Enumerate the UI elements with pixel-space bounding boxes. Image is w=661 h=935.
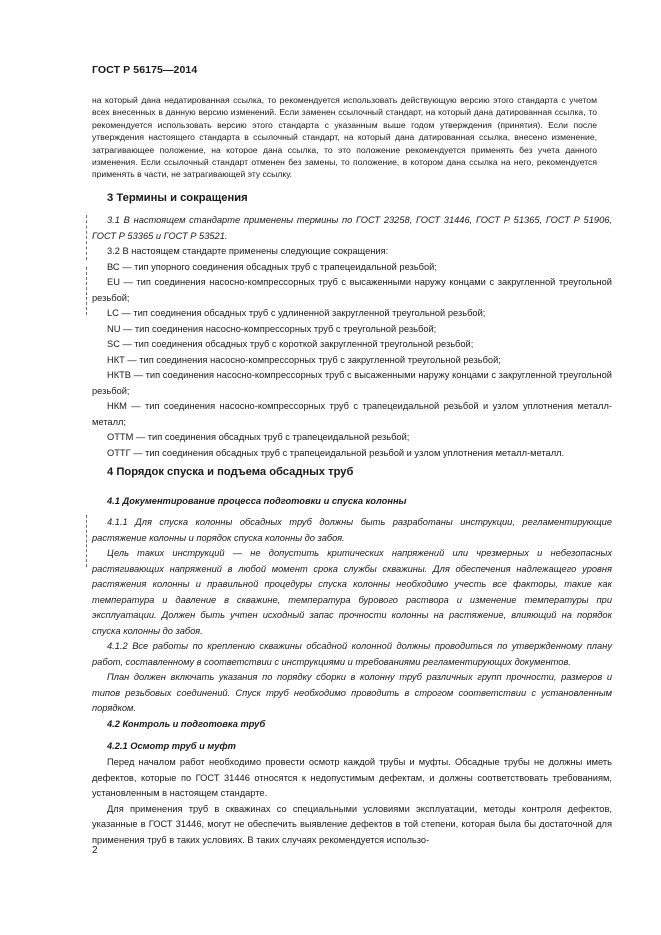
abbreviation-item: SC — тип соединения обсадных труб с короткой закругленной треугольной резьбой; bbox=[107, 339, 474, 349]
paragraph-4-1-2: 4.1.2 Все работы по креплению скважины обсадной колонной должны проводиться по утвержденному плану работ, составленному в соответствии с инструкциями и требованиями регламентирующих документов. bbox=[92, 641, 612, 667]
abbreviation-item: NU — тип соединения насосно-компрессорных труб с треугольной резьбой; bbox=[107, 323, 437, 334]
subsection-4-2-heading: 4.2 Контроль и подготовка труб bbox=[107, 719, 266, 729]
paragraph-3-1: 3.1 В настоящем стандарте применены термины по ГОСТ 23258, ГОСТ 31446, ГОСТ Р 51365, ГОСТ Р 51906, ГОСТ Р 53365 и ГОСТ Р 53521. bbox=[92, 215, 612, 241]
abbreviation-item: ОТТМ — тип соединения обсадных труб с трапецеидальной резьбой; bbox=[107, 432, 410, 442]
paragraph-4-2-1-a: Перед началом работ необходимо провести осмотр каждой трубы и муфты. Обсадные трубы не должны иметь дефектов, которые по ГОСТ 31446 относятся к недопустимым дефектам, и должны соответствовать требованиям, установленным в настоящем стандарте. bbox=[92, 757, 612, 798]
abbreviation-item: EU — тип соединения насосно-компрессорных труб с высаженными наружу концами с закругленной треугольной резьбой; bbox=[92, 277, 612, 303]
paragraph-3-2: 3.2 В настоящем стандарте применены следующие сокращения: bbox=[107, 246, 389, 256]
revision-bar bbox=[86, 267, 87, 315]
section-3-body bbox=[92, 213, 612, 461]
revision-bar bbox=[86, 515, 87, 567]
subsection-4-1-heading: 4.1 Документирование процесса подготовки и спуска колонны bbox=[107, 496, 407, 506]
abbreviation-item: НКТ — тип соединения насосно-компрессорных труб с закругленной треугольной резьбой; bbox=[107, 354, 501, 365]
section-4-heading: 4 Порядок спуска и подъема обсадных труб bbox=[107, 466, 354, 478]
abbreviation-item: НКТВ — тип соединения насосно-компрессорных труб с высаженными наружу концами с закругленной треугольной резьбой; bbox=[92, 370, 612, 396]
subsection-4-2-1-heading: 4.2.1 Осмотр труб и муфт bbox=[107, 741, 236, 751]
abbreviation-item: ОТТГ — тип соединения обсадных труб с трапецеидальной резьбой и узлом уплотнения металл-металл. bbox=[107, 447, 565, 458]
abbreviation-item: НКМ — тип соединения насосно-компрессорных труб с трапецеидальной резьбой и узлом уплотнения металл-металл; bbox=[92, 401, 612, 427]
abbreviation-item: ВС — тип упорного соединения обсадных труб с трапецеидальной резьбой; bbox=[107, 261, 437, 272]
document-code-header: ГОСТ Р 56175—2014 bbox=[92, 64, 198, 76]
paragraph-4-1-2-continued: План должен включать указания по порядку сборки в колонну труб различных групп прочности, размеров и типов резьбовых соединений. Спуск труб необходимо проводить в строгом соответствии с установленным порядком. bbox=[92, 672, 612, 713]
revision-bar bbox=[86, 215, 87, 260]
paragraph-4-2-1-b: Для применения труб в скважинах со специальными условиями эксплуатации, методы контроля дефектов, указанные в ГОСТ 31446, могут не обеспечить выявление дефектов в той степени, которая была бы достаточной для применения труб в таких условиях. В таких случаях рекомендуется использо- bbox=[92, 803, 612, 845]
paragraph-4-1-1: 4.1.1 Для спуска колонны обсадных труб должны быть разработаны инструкции, регламентирующие растяжение колонны и порядок спуска колонны до забоя. bbox=[92, 517, 612, 543]
section-3-heading: 3 Термины и сокращения bbox=[107, 192, 248, 204]
page-number: 2 bbox=[92, 845, 98, 856]
abbreviation-item: LC — тип соединения обсадных труб с удлиненной закругленной треугольной резьбой; bbox=[107, 308, 486, 318]
paragraph-4-1-1-continued: Цель таких инструкций — не допустить критических напряжений или чрезмерных и небезопасных растягивающих напряжений в любой момент срока службы скважины. Для обеспечения надлежащего уровня растяжения колонны и правильной процедуры спуска колонны необходимо учесть все факторы, такие как температура и давление в скважине, температура бурового раствора и изменение температуры при эксплуатации. Должен быть учтен исходный запас прочности колонны на растяжение, влияющий на порядок спуска колонны до забоя. bbox=[92, 548, 612, 636]
subsection-4-2-1-body bbox=[92, 755, 612, 848]
intro-paragraph: на который дана недатированная ссылка, то рекомендуется использовать действующую версию этого стандарта с учетом всех внесенных в данную версию изменений. Если заменен ссылочный стандарт, на который дана датированная ссылка, то рекомендуется использовать версию этого стандарта с указанным выше годом утверждения (принятия). Если после утверждения настоящего стандарта в ссылочный стандарт, на который дана датированная ссылка, внесено изменение, затрагивающее положение, на которое дана ссылка, то это положение рекомендуется применять без учета данного изменения. Если ссылочный стандарт отменен без замены, то положение, в котором дана ссылка на него, рекомендуется применять в части, не затрагивающей эту ссылку. bbox=[92, 95, 597, 180]
subsection-4-1-body bbox=[92, 515, 612, 717]
